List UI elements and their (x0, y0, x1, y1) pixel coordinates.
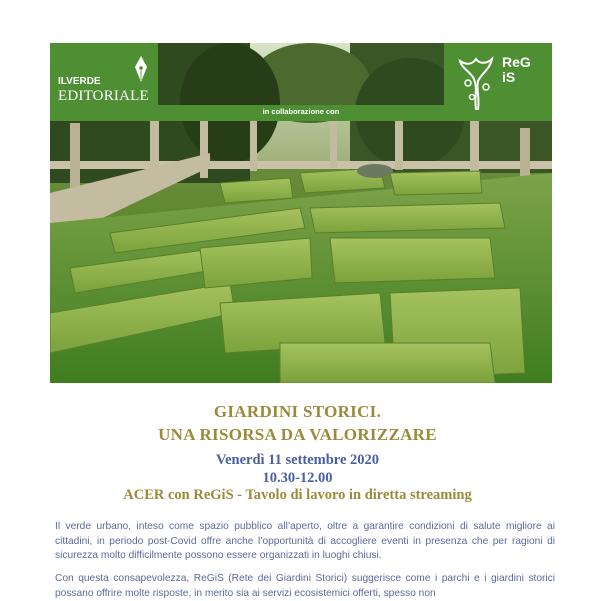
publisher-logo-line2: EDITORIALE (58, 88, 149, 104)
event-time: 10.30-12.00 (262, 470, 333, 486)
publisher-logo-line1: ILVERDE (58, 76, 101, 87)
collaboration-text: in collaborazione con (262, 107, 340, 116)
partner-logo-line2: iS (502, 69, 516, 85)
collaboration-bar (158, 105, 444, 121)
heading-line2: UNA RISORSA DA VALORIZZARE (158, 425, 437, 444)
fountain-pen-icon (133, 55, 149, 83)
event-date: Venerdì 11 settembre 2020 (215, 452, 380, 468)
partner-logo-line1: ReG (502, 54, 531, 70)
body-paragraph-1: Il verde urbano, inteso come spazio pubblico all’aperto, oltre a garantire condizioni di salute migliore ai cittadini, in periodo post-Covid offre anche l’opportunità di accogliere eventi in presenza che per ragioni di sicurezza molto difficilmente possono essere organizzati in luoghi chiusi. (55, 521, 555, 562)
regis-logo (444, 43, 552, 121)
hero-image (50, 43, 552, 383)
partner-logo-text (502, 55, 531, 85)
event-description: ACER con ReGiS - Tavolo di lavoro in diretta streaming (123, 487, 472, 503)
il-verde-editoriale-logo (50, 43, 158, 121)
tree-emblem-icon (454, 53, 498, 111)
body-paragraph-2: Con questa consapevolezza, ReGiS (Rete dei Giardini Storici) suggerisce come i parchi e i giardini storici possano offrire molte risposte, in merito sia ai servizi ecosistemici offerti, spesso non (55, 573, 555, 599)
heading-line1: GIARDINI STORICI. (213, 402, 382, 421)
